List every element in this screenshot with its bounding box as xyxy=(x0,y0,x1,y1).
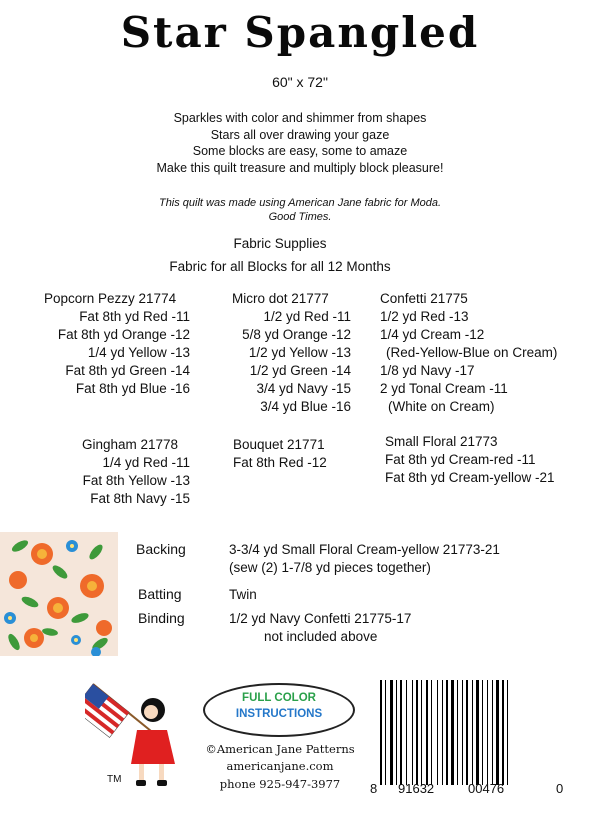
fabric-name: Micro dot 21777 xyxy=(232,291,329,306)
fabric-item: 1/2 yd Yellow -13 xyxy=(248,345,351,360)
fabric-item: Fat 8th yd Cream-red -11 xyxy=(385,452,536,467)
logo-line-1: FULL COLOR xyxy=(242,692,316,704)
fabric-item: Fat 8th yd Cream-yellow -21 xyxy=(385,470,555,485)
fabric-item: 1/8 yd Navy -17 xyxy=(380,363,475,378)
binding-line: not included above xyxy=(264,629,378,644)
barcode-bar xyxy=(492,680,493,785)
girl-with-flag-illustration xyxy=(85,682,180,792)
barcode-bar xyxy=(476,680,479,785)
fabric-item: Fat 8th yd Blue -16 xyxy=(75,381,190,396)
fabric-item: (Red-Yellow-Blue on Cream) xyxy=(386,345,558,360)
fabric-name: Small Floral 21773 xyxy=(385,434,498,449)
quilt-size: 60" x 72" xyxy=(272,74,328,90)
fabric-name: Confetti 21775 xyxy=(380,291,468,306)
supplies-subheading: Fabric for all Blocks for all 12 Months xyxy=(169,259,391,274)
fabric-item: Fat 8th Yellow -13 xyxy=(82,473,190,488)
note-line: Good Times. xyxy=(268,211,332,223)
barcode-bar xyxy=(442,680,443,785)
website: americanjane.com xyxy=(226,759,334,773)
barcode-bar xyxy=(421,680,422,785)
barcode-bar xyxy=(451,680,454,785)
fabric-block-bouquet xyxy=(233,436,373,472)
barcode-bar xyxy=(385,680,386,785)
floral-pattern-image xyxy=(0,532,118,656)
fabric-item: 1/2 yd Red -11 xyxy=(263,309,351,324)
barcode-bar xyxy=(400,680,402,785)
barcode-bar xyxy=(446,680,448,785)
barcode-bar xyxy=(426,680,428,785)
barcode-bar xyxy=(457,680,458,785)
trademark: TM xyxy=(107,774,122,785)
fabric-item: 1/2 yd Green -14 xyxy=(249,363,351,378)
barcode-bar xyxy=(487,680,488,785)
barcode-bar xyxy=(380,680,382,785)
logo-line-2: INSTRUCTIONS xyxy=(235,708,323,720)
backing-fabric-swatch xyxy=(0,532,118,656)
fabric-item: 2 yd Tonal Cream -11 xyxy=(380,381,508,396)
barcode-digits-2: 00476 xyxy=(468,781,505,796)
binding-value xyxy=(229,610,411,646)
backing-value xyxy=(229,541,500,577)
barcode-bar xyxy=(396,680,397,785)
backing-line: (sew (2) 1-7/8 yd pieces together) xyxy=(229,560,431,575)
barcode-bar xyxy=(412,680,413,785)
fabric-item: 1/4 yd Yellow -13 xyxy=(87,345,190,360)
fabric-item: (White on Cream) xyxy=(388,399,495,414)
barcode-bar xyxy=(502,680,504,785)
binding-line: 1/2 yd Navy Confetti 21775-17 xyxy=(229,611,412,626)
fabric-item: 1/4 yd Red -11 xyxy=(102,455,190,470)
fabric-block-confetti xyxy=(380,290,595,416)
page-title: Star Spangled xyxy=(120,8,480,57)
fabric-block-small-floral xyxy=(385,433,595,487)
binding-label: Binding xyxy=(138,610,185,626)
barcode-bar xyxy=(496,680,499,785)
fabric-name: Popcorn Pezzy 21774 xyxy=(44,291,177,306)
barcode-bar xyxy=(390,680,393,785)
poem-line: Stars all over drawing your gaze xyxy=(210,127,390,142)
barcode-digit-right: 0 xyxy=(556,781,564,796)
batting-value: Twin xyxy=(229,587,257,602)
fabric-note xyxy=(0,196,600,224)
poem xyxy=(0,110,600,176)
barcode-digit-left: 8 xyxy=(370,781,378,796)
fabric-name: Gingham 21778 xyxy=(82,437,179,452)
fabric-item: Fat 8th yd Orange -12 xyxy=(57,327,190,342)
barcode-bar xyxy=(482,680,483,785)
barcode-bar xyxy=(462,680,463,785)
fabric-item: 3/4 yd Navy -15 xyxy=(256,381,351,396)
fabric-item: 1/4 yd Cream -12 xyxy=(380,327,485,342)
supplies-heading: Fabric Supplies xyxy=(233,236,327,251)
company-name: ©American Jane Patterns xyxy=(205,742,355,756)
fabric-block-popcorn-pezzy xyxy=(20,290,190,398)
backing-label: Backing xyxy=(136,541,186,557)
fabric-item: Fat 8th yd Green -14 xyxy=(65,363,190,378)
phone: phone 925-947-3977 xyxy=(219,777,341,791)
fabric-item: Fat 8th yd Red -11 xyxy=(79,309,190,324)
barcode-bar xyxy=(431,680,432,785)
fabric-item: Fat 8th Navy -15 xyxy=(90,491,190,506)
barcode-bar xyxy=(406,680,407,785)
note-line: This quilt was made using American Jane fabric for Moda. xyxy=(158,197,442,209)
poem-line: Sparkles with color and shimmer from shapes xyxy=(173,111,427,125)
barcode-digits-1: 91632 xyxy=(398,781,435,796)
barcode-bar xyxy=(466,680,468,785)
barcode-bar xyxy=(416,680,418,785)
poem-line: Some blocks are easy, some to amaze xyxy=(192,144,408,158)
poem-line: Make this quilt treasure and multiply block pleasure! xyxy=(156,160,444,175)
fabric-item: 3/4 yd Blue -16 xyxy=(260,399,351,414)
fabric-item: 5/8 yd Orange -12 xyxy=(242,327,351,342)
backing-line: 3-3/4 yd Small Floral Cream-yellow 21773-21 xyxy=(229,542,500,557)
batting-label: Batting xyxy=(138,586,182,602)
fabric-block-gingham xyxy=(60,436,190,508)
barcode-bar xyxy=(472,680,473,785)
barcode xyxy=(380,680,548,785)
fabric-item: 1/2 yd Red -13 xyxy=(380,309,469,324)
barcode-bar xyxy=(507,680,508,785)
fabric-block-micro-dot xyxy=(218,290,351,416)
fabric-item: Fat 8th Red -12 xyxy=(233,455,327,470)
fabric-name: Bouquet 21771 xyxy=(233,437,325,452)
barcode-bar xyxy=(437,680,438,785)
